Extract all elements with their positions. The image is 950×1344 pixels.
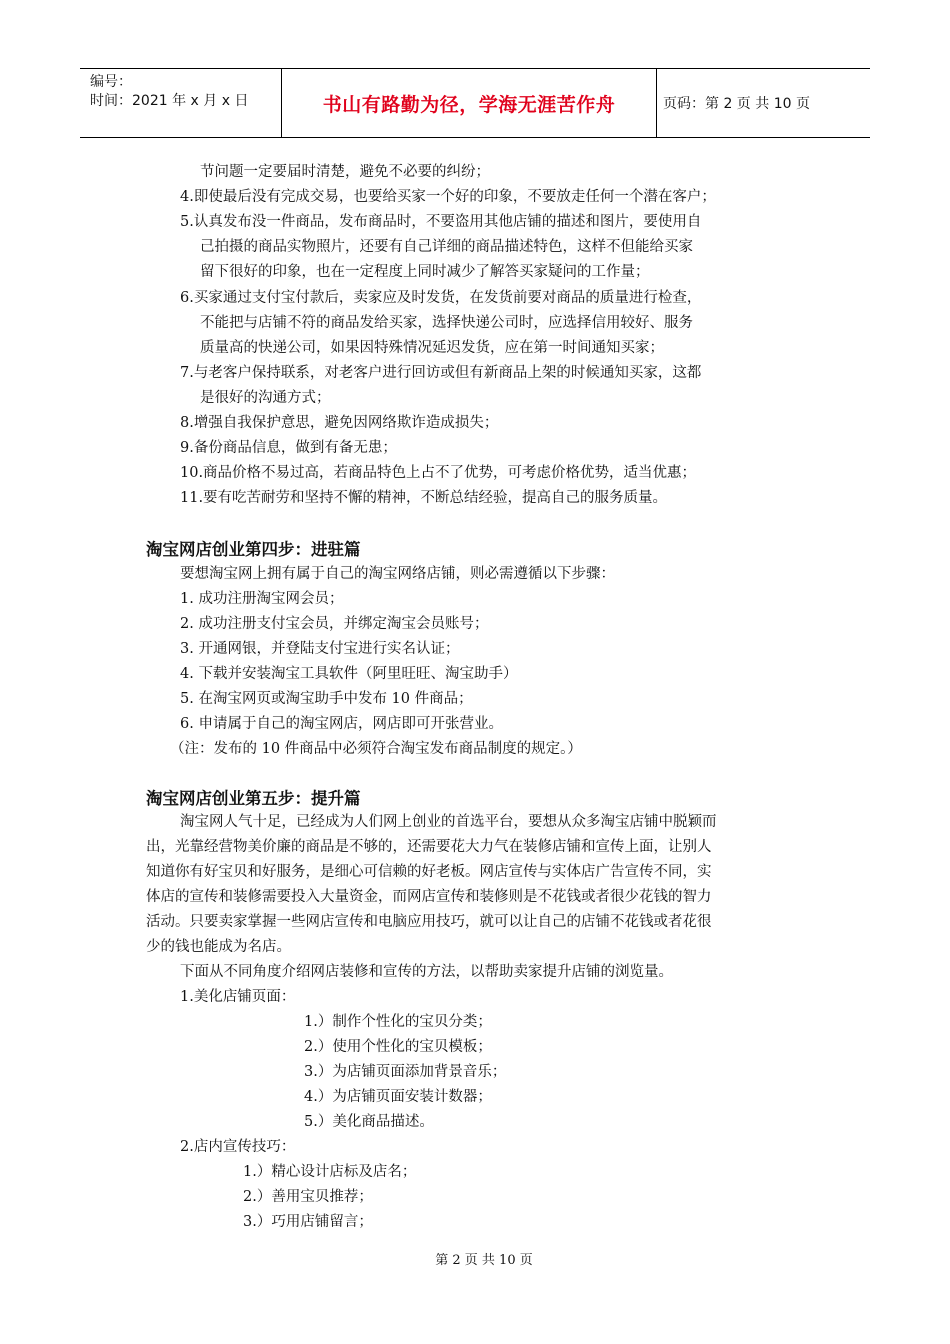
paragraph-line: 己拍摄的商品实物照片，还要有自己详细的商品描述特色，这样不但能给买家 bbox=[200, 239, 693, 255]
paragraph-line: 知道你有好宝贝和好服务，是细心可信赖的好老板。网店宣传与实体店广告宣传不同，实 bbox=[146, 864, 712, 880]
paragraph-line: 留下很好的印象，也在一定程度上同时减少了解答买家疑问的工作量； bbox=[200, 264, 650, 280]
paragraph-line: 不能把与店铺不符的商品发给买家，选择快递公司时，应选择信用较好、服务 bbox=[200, 315, 693, 331]
paragraph-line: 质量高的快递公司，如果因特殊情况延迟发货，应在第一时间通知买家； bbox=[200, 340, 664, 356]
list-item: 7.与老客户保持联系，对老客户进行回访或但有新商品上架的时候通知买家，这都 bbox=[180, 365, 702, 381]
paragraph-line: 淘宝网人气十足，已经成为人们网上创业的首选平台，要想从众多淘宝店铺中脱颖而 bbox=[180, 814, 717, 830]
list-item: 2.）使用个性化的宝贝模板； bbox=[304, 1039, 492, 1055]
list-item: 2. 成功注册支付宝会员，并绑定淘宝会员账号； bbox=[180, 616, 489, 632]
section-heading: 淘宝网店创业第五步：提升篇 bbox=[146, 789, 361, 808]
paragraph-line: 出，光靠经营物美价廉的商品是不够的，还需要花大力气在装修店铺和宣传上面，让别人 bbox=[146, 839, 712, 855]
list-item: 4.）为店铺页面安装计数器； bbox=[304, 1089, 492, 1105]
list-item: 5.）美化商品描述。 bbox=[304, 1114, 434, 1130]
paragraph-line: 是很好的沟通方式； bbox=[200, 390, 331, 406]
note: （注：发布的 10 件商品中必须符合淘宝发布商品制度的规定。） bbox=[170, 741, 582, 757]
page-footer: 第 2 页 共 10 页 bbox=[435, 1253, 533, 1268]
list-item: 1.）精心设计店标及店名； bbox=[243, 1164, 417, 1180]
list-item: 2.）善用宝贝推荐； bbox=[243, 1189, 373, 1205]
list-item: 3. 开通网银，并登陆支付宝进行实名认证； bbox=[180, 641, 460, 657]
list-item: 9.备份商品信息，做到有备无患； bbox=[180, 440, 397, 456]
paragraph-line: 节问题一定要届时清楚，避免不必要的纠纷； bbox=[200, 164, 490, 180]
page-header bbox=[80, 68, 870, 138]
subsection-title: 1.美化店铺页面： bbox=[180, 989, 296, 1005]
list-item: 4.即使最后没有完成交易，也要给买家一个好的印象，不要放走任何一个潜在客户； bbox=[180, 189, 716, 205]
paragraph-line: 下面从不同角度介绍网店装修和宣传的方法，以帮助卖家提升店铺的浏览量。 bbox=[180, 964, 673, 980]
list-item: 11.要有吃苦耐劳和坚持不懈的精神，不断总结经验，提高自己的服务质量。 bbox=[180, 490, 668, 506]
list-item: 6. 申请属于自己的淘宝网店，网店即可开张营业。 bbox=[180, 716, 503, 732]
list-item: 10.商品价格不易过高，若商品特色上占不了优势，可考虑价格优势，适当优惠； bbox=[180, 465, 697, 481]
header-motto: 书山有路勤为径，学海无涯苦作舟 bbox=[282, 69, 657, 137]
list-item: 1.）制作个性化的宝贝分类； bbox=[304, 1014, 492, 1030]
section-heading: 淘宝网店创业第四步：进驻篇 bbox=[146, 540, 361, 559]
header-meta bbox=[80, 69, 282, 137]
list-item: 3.）巧用店铺留言； bbox=[243, 1214, 373, 1230]
list-item: 6.买家通过支付宝付款后，卖家应及时发货，在发货前要对商品的质量进行检查， bbox=[180, 290, 702, 306]
paragraph-line: 活动。只要卖家掌握一些网店宣传和电脑应用技巧，就可以让自己的店铺不花钱或者花很 bbox=[146, 914, 712, 930]
paragraph-line: 少的钱也能成为名店。 bbox=[146, 939, 291, 955]
document-number: 编号： bbox=[90, 74, 132, 90]
list-item: 5. 在淘宝网页或淘宝助手中发布 10 件商品； bbox=[180, 691, 473, 707]
list-item: 3.）为店铺页面添加背景音乐； bbox=[304, 1064, 507, 1080]
list-item: 4. 下载并安装淘宝工具软件（阿里旺旺、淘宝助手） bbox=[180, 666, 518, 682]
list-item: 1. 成功注册淘宝网会员； bbox=[180, 591, 344, 607]
list-item: 5.认真发布没一件商品，发布商品时，不要盗用其他店铺的描述和图片，要使用自 bbox=[180, 214, 702, 230]
header-page-number: 页码：第 2 页 共 10 页 bbox=[663, 96, 810, 112]
subsection-title: 2.店内宣传技巧： bbox=[180, 1139, 296, 1155]
document-date: 时间：2021 年 x 月 x 日 bbox=[90, 93, 249, 109]
paragraph-line: 要想淘宝网上拥有属于自己的淘宝网络店铺，则必需遵循以下步骤： bbox=[180, 566, 615, 582]
list-item: 8.增强自我保护意思，避免因网络欺诈造成损失； bbox=[180, 415, 499, 431]
paragraph-line: 体店的宣传和装修需要投入大量资金，而网店宣传和装修则是不花钱或者很少花钱的智力 bbox=[146, 889, 712, 905]
